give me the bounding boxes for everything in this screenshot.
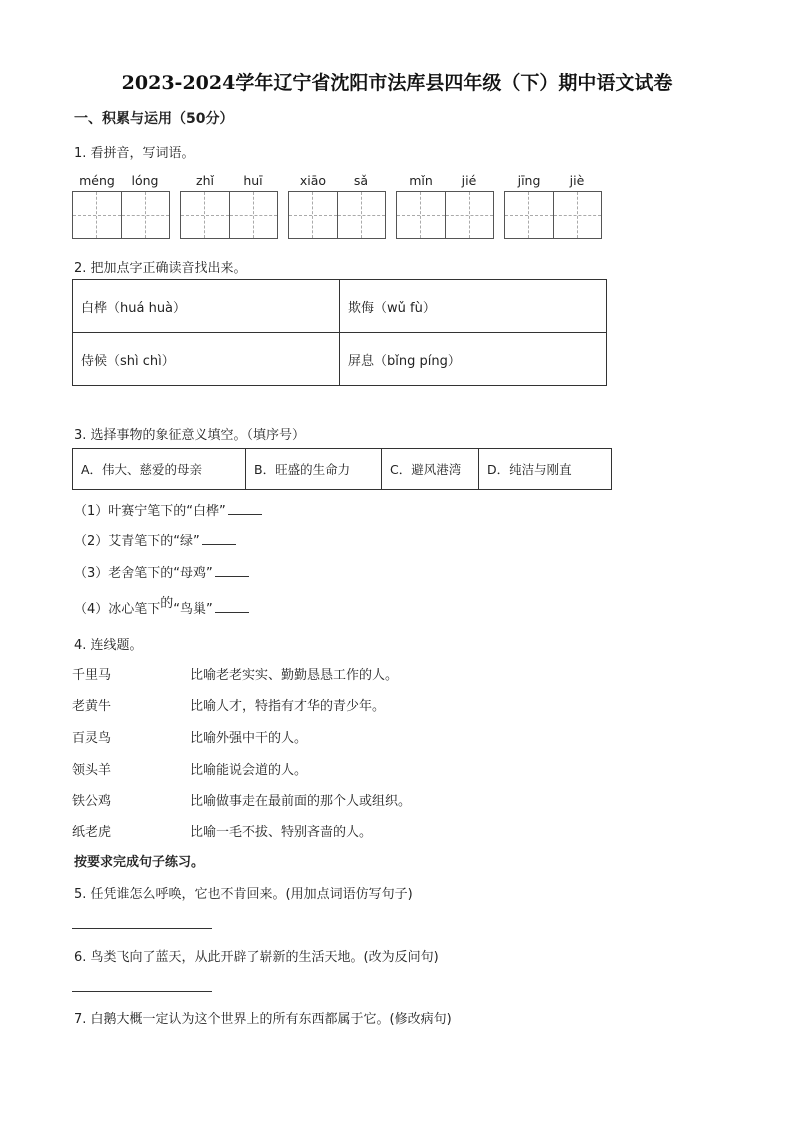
fill-item-text: （1）叶赛宁笔下的“白桦”: [74, 504, 226, 519]
tianzige-pair-5[interactable]: [504, 191, 602, 239]
question-2-prompt: 2. 把加点字正确读音找出来。: [74, 261, 247, 276]
match-right-item[interactable]: 比喻人才，特指有才华的青少年。: [190, 699, 386, 714]
match-right-item[interactable]: 比喻外强中干的人。: [190, 731, 308, 746]
pinyin-label: jīng: [517, 173, 541, 188]
pinyin-label: mǐn: [409, 173, 433, 188]
pinyin-label: méng: [79, 173, 115, 188]
match-right-item[interactable]: 比喻一毛不拔、特别吝啬的人。: [190, 825, 373, 840]
tianzige-pair-1[interactable]: [72, 191, 170, 239]
fill-item-4: [74, 598, 249, 617]
question-5-prompt: 5. 任凭谁怎么呼唤，它也不肯回来。(用加点词语仿写句子): [74, 887, 413, 902]
match-right-item[interactable]: 比喻做事走在最前面的那个人或组织。: [190, 794, 412, 809]
pronunciation-cell[interactable]: 侍候（shì chì）: [73, 333, 340, 386]
exam-title: 2023-2024学年辽宁省沈阳市法库县四年级（下）期中语文试卷: [121, 72, 673, 94]
question-1-prompt: 1. 看拼音，写词语。: [74, 146, 195, 161]
match-left-item[interactable]: 老黄牛: [72, 699, 112, 714]
option-c: C．避风港湾: [382, 449, 479, 490]
pinyin-label: huī: [243, 173, 263, 188]
writing-cell[interactable]: [181, 192, 229, 238]
symbol-options-table: [72, 448, 612, 490]
writing-cell[interactable]: [73, 192, 121, 238]
fill-item-1: [74, 500, 262, 519]
pronunciation-cell[interactable]: 白桦（huá huà）: [73, 280, 340, 333]
writing-cell[interactable]: [397, 192, 445, 238]
tianzige-pair-3[interactable]: [288, 191, 386, 239]
pinyin-label: sǎ: [353, 173, 369, 188]
question-3-prompt: 3. 选择事物的象征意义填空。（填序号）: [74, 428, 306, 443]
match-left-item[interactable]: 铁公鸡: [72, 794, 112, 809]
pronunciation-cell[interactable]: 欺侮（wǔ fù）: [340, 280, 607, 333]
writing-cell[interactable]: [337, 192, 385, 238]
match-left-item[interactable]: 纸老虎: [72, 825, 112, 840]
match-left-item[interactable]: 百灵鸟: [72, 731, 112, 746]
pinyin-label: zhǐ: [196, 173, 214, 188]
pinyin-row: [0, 173, 794, 193]
pronunciation-table: [72, 279, 607, 386]
option-d: D．纯洁与刚直: [479, 449, 612, 490]
fill-item-text: “鸟巢”: [173, 602, 213, 617]
tianzige-pair-2[interactable]: [180, 191, 278, 239]
pinyin-label: xiāo: [299, 173, 327, 188]
match-right-item[interactable]: 比喻老老实实、勤勤恳恳工作的人。: [190, 668, 399, 683]
question-7-prompt: 7. 白鹅大概一定认为这个世界上的所有东西都属于它。(修改病句): [74, 1012, 452, 1027]
question-4-prompt: 4. 连线题。: [74, 638, 143, 653]
answer-blank[interactable]: [228, 502, 262, 515]
writing-cell[interactable]: [289, 192, 337, 238]
writing-cell[interactable]: [445, 192, 493, 238]
writing-cell[interactable]: [553, 192, 601, 238]
fill-item-text: （4）冰心笔下: [74, 602, 161, 617]
tianzige-pair-4[interactable]: [396, 191, 494, 239]
fill-item-2: [74, 530, 236, 549]
option-b: B．旺盛的生命力: [246, 449, 382, 490]
answer-line[interactable]: [72, 991, 212, 992]
option-a: A．伟大、慈爱的母亲: [73, 449, 246, 490]
section-heading-1: 一、积累与运用（50分）: [74, 111, 234, 127]
answer-line[interactable]: [72, 928, 212, 929]
writing-cell[interactable]: [505, 192, 553, 238]
fill-item-text: （3）老舍笔下的“母鸡”: [74, 566, 213, 581]
pronunciation-cell[interactable]: 屏息（bǐng píng）: [340, 333, 607, 386]
match-right-item[interactable]: 比喻能说会道的人。: [190, 763, 308, 778]
match-left-item[interactable]: 千里马: [72, 668, 112, 683]
question-6-prompt: 6. 鸟类飞向了蓝天，从此开辟了崭新的生活天地。(改为反问句): [74, 950, 439, 965]
pinyin-label: lóng: [131, 173, 159, 188]
pinyin-label: jié: [461, 173, 477, 188]
writing-cell[interactable]: [229, 192, 277, 238]
answer-blank[interactable]: [202, 532, 236, 545]
pinyin-label: jiè: [569, 173, 585, 188]
fill-item-text: （2）艾青笔下的“绿”: [74, 534, 200, 549]
fill-item-text: 的: [160, 596, 174, 611]
writing-cell[interactable]: [121, 192, 169, 238]
answer-blank[interactable]: [215, 600, 249, 613]
answer-blank[interactable]: [215, 564, 249, 577]
match-left-item[interactable]: 领头羊: [72, 763, 112, 778]
fill-item-3: [74, 562, 249, 581]
section-heading-2: 按要求完成句子练习。: [74, 855, 205, 870]
